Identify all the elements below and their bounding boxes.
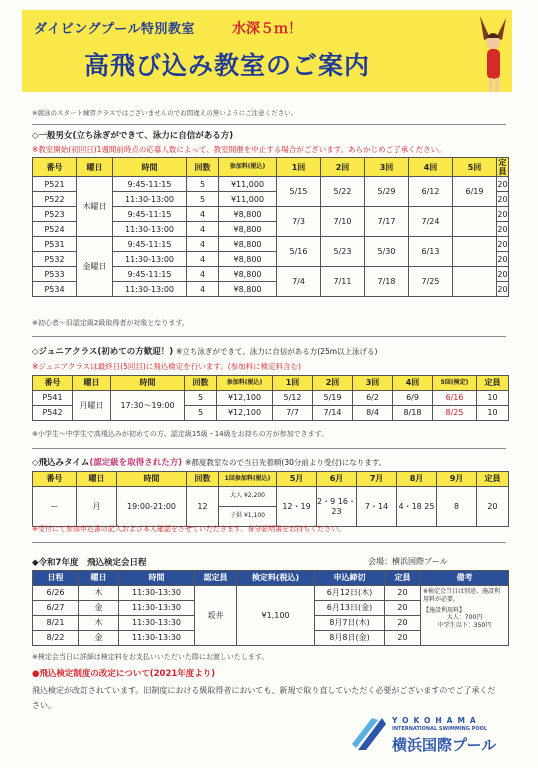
divider	[32, 448, 506, 449]
class-time: 11:30-13:00	[113, 282, 187, 297]
header-cell: 時間	[113, 158, 187, 177]
capacity: 10	[477, 391, 509, 406]
remarks-line: 中学生以下：350円	[437, 622, 492, 630]
header-cell: 6月	[317, 472, 357, 487]
session-date: 7/7	[273, 406, 313, 421]
july-dates: 7・14	[357, 487, 397, 527]
class-number: P541	[33, 391, 73, 406]
capacity: 10	[477, 406, 509, 421]
class-fee: ¥8,800	[219, 282, 277, 297]
exam-time: 11:30-13:30	[119, 631, 195, 646]
capacity: 20	[497, 207, 509, 222]
header-cell: 曜日	[73, 376, 111, 391]
class-number: P532	[33, 252, 77, 267]
header-cell: 8月	[397, 472, 437, 487]
weekday: 金	[79, 631, 119, 646]
class-number: P523	[33, 207, 77, 222]
class-time: 11:30-13:00	[113, 252, 187, 267]
header-cell: 回数	[185, 376, 217, 391]
table-header-row	[33, 158, 509, 177]
class-number: P533	[33, 267, 77, 282]
examiner: 坂井	[195, 586, 237, 646]
exam-date: 6/27	[33, 601, 79, 616]
session-date: 5/30	[365, 237, 409, 267]
header-cell: 参加料(税込)	[217, 376, 273, 391]
class-fee: ¥11,000	[219, 177, 277, 192]
session-date: 7/17	[365, 207, 409, 237]
weekday: 木曜日	[77, 177, 113, 237]
capacity: 20	[497, 177, 509, 192]
class-count: 5	[187, 192, 219, 207]
header-cell: 定員	[477, 472, 509, 487]
junior-heading	[32, 345, 377, 357]
header-cell: 1回参加料(税込)	[219, 472, 277, 487]
session-date: 6/2	[353, 391, 393, 406]
exam-venue: 会場：横浜国際プール	[368, 557, 448, 566]
session-date: 5/16	[277, 237, 321, 267]
header-cell: 1回	[277, 158, 321, 177]
session-date: 5/22	[321, 177, 365, 207]
page-title: 高飛び込み教室のご案内	[84, 51, 371, 80]
table-header-row	[33, 376, 509, 391]
banner-subtitle: ダイビングプール特別教室	[34, 22, 195, 37]
exam-date: 8/22	[33, 631, 79, 646]
dive-time-warning: ※受付にて参加申込書の記入および本人確認をさせていただきます。身分証明書をお持ちください。	[32, 525, 346, 533]
class-number: ー	[33, 487, 77, 527]
top-note: ※競泳のスタート練習クラスではございませんのでお間違えの無いようにご注意ください。	[32, 109, 298, 117]
general-class-table	[32, 157, 509, 297]
class-fee: ¥12,100	[217, 406, 273, 421]
session-date: 7/3	[277, 207, 321, 237]
session-date: 7/18	[365, 267, 409, 297]
class-time: 11:30-13:00	[113, 192, 187, 207]
revision-body: 飛込検定が改訂されています。旧制度における級取得者においても、新規で取り直していただく必要がございますのでご了承ください。	[32, 686, 496, 711]
exam-time: 11:30-13:30	[119, 601, 195, 616]
header-cell: 定員	[385, 571, 421, 586]
class-count: 4	[187, 282, 219, 297]
session-date: 6/13	[409, 237, 453, 267]
header-cell: 5月	[277, 472, 317, 487]
class-count: 12	[187, 487, 219, 527]
dive-time-heading-qualifier: (認定級を取得された方)	[89, 458, 183, 468]
session-date: 7/4	[277, 267, 321, 297]
capacity: 20	[497, 252, 509, 267]
session-date: 5/23	[321, 237, 365, 267]
diver-illustration-icon	[470, 14, 514, 96]
table-row	[33, 177, 509, 192]
session-date: 6/9	[393, 391, 433, 406]
header-cell: 3回	[353, 376, 393, 391]
revision-heading: ●飛込検定制度の改定について(2021年度より)	[32, 669, 216, 679]
class-fee: ¥11,000	[219, 192, 277, 207]
capacity: 20	[477, 487, 509, 527]
weekday: 木	[79, 586, 119, 601]
header-cell: 回数	[187, 158, 219, 177]
header-cell: 7月	[357, 472, 397, 487]
class-number: P531	[33, 237, 77, 252]
header-cell: 5回	[453, 158, 497, 177]
class-fee: ¥12,100	[217, 391, 273, 406]
class-fee: ¥8,800	[219, 237, 277, 252]
banner-depth-label: 水深５ｍ！	[232, 21, 302, 37]
header-cell: 曜日	[77, 158, 113, 177]
dive-time-table	[32, 471, 509, 527]
session-date: 5/12	[273, 391, 313, 406]
session-date: 7/25	[409, 267, 453, 297]
header-cell: 備考	[421, 571, 509, 586]
session-date: 5/29	[365, 177, 409, 207]
header-cell: 番号	[33, 376, 73, 391]
table-row	[33, 391, 509, 406]
deadline: 6月12日(木)	[315, 586, 385, 601]
exam-footnote: ※検定会当日に詳細は検定料をお支払いいただいた際にお渡しいたします。	[32, 653, 269, 661]
capacity: 20	[497, 282, 509, 297]
class-count: 4	[187, 222, 219, 237]
class-count: 4	[187, 237, 219, 252]
capacity: 20	[385, 601, 421, 616]
class-time: 9:45-11:15	[113, 177, 187, 192]
weekday: 木	[79, 616, 119, 631]
exam-heading: ◆令和7年度 飛込検定会日程	[32, 558, 147, 568]
class-number: P534	[33, 282, 77, 297]
divider	[32, 124, 506, 125]
class-number: P522	[33, 192, 77, 207]
header-cell: 番号	[33, 472, 77, 487]
class-time: 9:45-11:15	[113, 237, 187, 252]
junior-heading-note: ※立ち泳ぎができて、泳力に自信がある方(25m以上泳げる)	[176, 347, 378, 356]
class-time: 17:30～19:00	[111, 391, 185, 421]
may-dates: 12・19	[277, 487, 317, 527]
class-number: P521	[33, 177, 77, 192]
class-fee: ¥8,800	[219, 207, 277, 222]
class-fee: ¥8,800	[219, 222, 277, 237]
class-count: 4	[187, 207, 219, 222]
header-cell: 時間	[117, 472, 187, 487]
exam-time: 11:30-13:30	[119, 586, 195, 601]
header-cell: 3回	[365, 158, 409, 177]
junior-heading-text: ◇ジュニアクラス(初めての方歓迎！)	[32, 347, 174, 357]
deadline: 8月8日(金)	[315, 631, 385, 646]
dive-time-heading	[32, 456, 386, 468]
june-dates: 2・9 16・23	[317, 487, 357, 527]
yokohama-pool-logo	[352, 712, 512, 760]
september-dates: 8	[437, 487, 477, 527]
header-cell: 1回	[273, 376, 313, 391]
header-cell: 4回	[409, 158, 453, 177]
header-cell: 参加料(税込)	[219, 158, 277, 177]
dive-time-heading-text: ◇飛込みタイム	[32, 458, 90, 468]
session-date: 8/18	[393, 406, 433, 421]
table-header-row	[33, 472, 509, 487]
weekday: 月曜日	[73, 391, 111, 421]
divider	[32, 336, 506, 337]
logo-text-en: YOKOHAMA	[392, 716, 481, 725]
header-cell: 曜日	[77, 472, 117, 487]
session-date	[453, 237, 497, 267]
table-row	[33, 487, 509, 507]
logo-text-en-sub: INTERNATIONAL SWIMMING POOL	[392, 726, 488, 732]
session-date: 7/24	[409, 207, 453, 237]
class-time: 11:30-13:00	[113, 222, 187, 237]
header-cell: 定員	[498, 158, 507, 177]
header-cell: 申込締切	[315, 571, 385, 586]
header-cell: 時間	[111, 376, 185, 391]
remarks-line: ※検定会当日は別途、施設利用料が必要。	[423, 588, 501, 603]
class-count: 4	[187, 267, 219, 282]
session-date: 5/15	[277, 177, 321, 207]
table-header-row	[33, 571, 509, 586]
remarks-line: 大人：700円	[446, 614, 483, 622]
divider	[32, 542, 506, 543]
exam-date: 6/16	[433, 391, 477, 406]
august-dates: 4・18 25	[397, 487, 437, 527]
junior-footnote: ※小学生～中学生で高飛込みが初めての方、認定級15級・14級をお持ちの方が参加できます。	[32, 430, 329, 438]
capacity: 20	[385, 616, 421, 631]
exam-remarks	[421, 586, 509, 646]
header-banner	[22, 10, 512, 92]
remarks-line: 【施設利用料】	[423, 606, 466, 614]
child-fee: 子供 ¥1,100	[219, 507, 277, 527]
header-cell: 回数	[187, 472, 219, 487]
session-date: 8/4	[353, 406, 393, 421]
class-count: 4	[187, 252, 219, 267]
junior-class-table	[32, 375, 509, 421]
deadline: 6月13日(金)	[315, 601, 385, 616]
header-cell: 5回(検定)	[433, 376, 477, 391]
general-warning: ※教室開始(初回日)1週間前時点の応募人数によって、教室開催を中止する場合がございます。あらかじめご了承ください。	[32, 145, 446, 154]
general-footnote: ※初心者～旧認定級2級取得者が対象となります。	[32, 319, 189, 327]
weekday: 金曜日	[77, 237, 113, 297]
header-cell: 2回	[313, 376, 353, 391]
capacity: 20	[497, 237, 509, 252]
class-count: 5	[185, 406, 217, 421]
header-cell: 9月	[437, 472, 477, 487]
exam-date: 6/26	[33, 586, 79, 601]
capacity: 20	[497, 267, 509, 282]
class-time: 9:45-11:15	[113, 207, 187, 222]
session-date: 7/10	[321, 207, 365, 237]
session-date: 5/19	[313, 391, 353, 406]
exam-time: 11:30-13:30	[119, 616, 195, 631]
session-date: 6/19	[453, 177, 497, 207]
exam-date: 8/25	[433, 406, 477, 421]
class-number: P542	[33, 406, 73, 421]
header-cell: 2回	[321, 158, 365, 177]
adult-fee: 大人 ¥2,200	[219, 487, 277, 507]
class-time: 9:45-11:15	[113, 267, 187, 282]
class-fee: ¥8,800	[219, 267, 277, 282]
deadline: 8月7日(木)	[315, 616, 385, 631]
junior-warning: ※ジュニアクラスは最終日(5回目)に飛込検定を行います。(参加料に検定料含む)	[32, 362, 302, 371]
exam-fee: ¥1,100	[237, 586, 315, 646]
general-heading: ◇一般男女(立ち泳ぎができて、泳力に自信がある方)	[32, 131, 234, 141]
capacity: 20	[385, 631, 421, 646]
weekday: 金	[79, 601, 119, 616]
header-cell: 認定員	[195, 571, 237, 586]
header-cell: 曜日	[79, 571, 119, 586]
exam-date: 8/21	[33, 616, 79, 631]
capacity: 20	[497, 222, 509, 237]
header-cell: 4回	[393, 376, 433, 391]
header-cell: 検定料(税込)	[237, 571, 315, 586]
class-count: 5	[187, 177, 219, 192]
session-date: 6/12	[409, 177, 453, 207]
class-number: P524	[33, 222, 77, 237]
header-cell: 時間	[119, 571, 195, 586]
header-cell: 番号	[33, 158, 77, 177]
class-count: 5	[185, 391, 217, 406]
header-cell: 日程	[33, 571, 79, 586]
dive-time-heading-note: ※都度教室なので当日先着順(30分前より受付)になります。	[185, 458, 387, 467]
session-date	[453, 207, 497, 237]
session-date: 7/14	[313, 406, 353, 421]
weekday: 月	[77, 487, 117, 527]
wave-logo-icon	[352, 716, 386, 752]
capacity: 20	[497, 192, 509, 207]
capacity: 20	[385, 586, 421, 601]
exam-schedule-table	[32, 570, 509, 646]
session-date	[453, 267, 497, 297]
class-time: 19:00-21:00	[117, 487, 187, 527]
session-date: 7/11	[321, 267, 365, 297]
table-row	[33, 237, 509, 252]
class-fee: ¥8,800	[219, 252, 277, 267]
logo-text-jp: 横浜国際プール	[392, 736, 497, 754]
header-cell: 定員	[477, 376, 509, 391]
table-row	[33, 586, 509, 601]
